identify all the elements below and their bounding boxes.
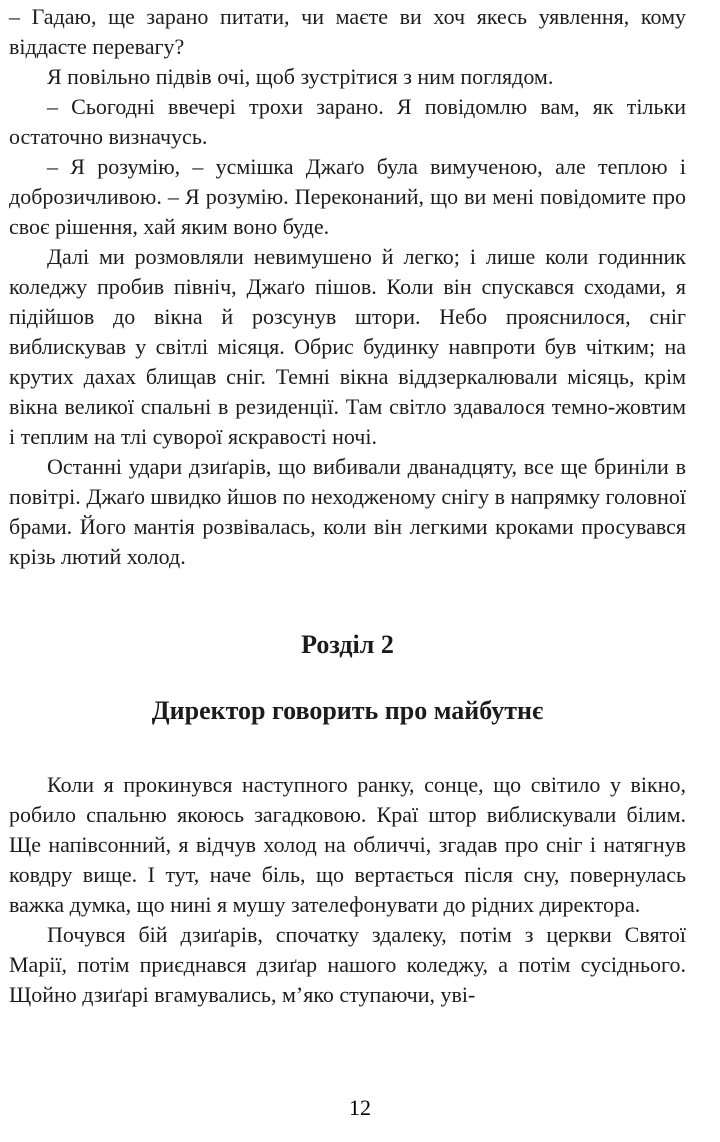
paragraph: Далі ми розмовляли невимушено й легко; і лише коли годинник коледжу пробив північ, Джаґо пішов. Коли він спускався сходами, я підійшов до вікна й розсунув штори. Небо прояснилося, сніг виблискував у світлі місяця. Обрис будинку навпроти був чітким; на крутих дахах блищав сніг. Темні вікна віддзеркалювали місяць, крім вікна великої спальні в резиденції. Там світло здавалося темно-жовтим і теплим на тлі суворої яскравості ночі. — [9, 244, 686, 449]
page-number: 12 — [349, 1095, 371, 1120]
paragraph: Почувся бій дзиґарів, спочатку здалеку, потім з церкви Святої Марії, потім приєднався дзиґар нашого коледжу, а потім сусіднього. Щойно дзиґарі вгамувались, м’яко ступаючи, уві- — [9, 922, 686, 1007]
chapter-title: Директор говорить про майбутнє — [151, 696, 544, 725]
chapter-body-text — [9, 770, 686, 1010]
previous-chapter-text — [9, 0, 686, 572]
paragraph: Коли я прокинувся наступного ранку, сонце, що світило у вікно, робило спальню якоюсь загадковою. Краї штор виблискували білим. Ще напівсонний, я відчув холод на обличчі, згадав про сніг і натягнув ковдру вище. І тут, наче біль, що вертається після сну, повернулась важка думка, що нині я мушу зателефонувати до рідних директора. — [9, 772, 686, 917]
paragraph: Останні удари дзиґарів, що вибивали дванадцяту, все ще бриніли в повітрі. Джаґо швидко йшов по неходженому снігу в напрямку головної брами. Його мантія розвівалась, коли він легкими кроками просувався крізь лютий холод. — [9, 454, 686, 569]
paragraph: – Я розумію, – усмішка Джаґо була вимученою, але теплою і доброзичливою. – Я розумію. Переконаний, що ви мені повідомите про своє рішення, хай яким воно буде. — [9, 154, 686, 239]
paragraph: Я повільно підвів очі, щоб зустрітися з ним поглядом. — [47, 64, 554, 89]
chapter-number: Розділ 2 — [301, 630, 394, 659]
paragraph: – Сьогодні ввечері трохи зарано. Я повідомлю вам, як тільки остаточно визначусь. — [9, 94, 686, 149]
paragraph: – Гадаю, ще зарано питати, чи маєте ви хоч якесь уявлення, кому віддасте перевагу? — [9, 4, 686, 59]
